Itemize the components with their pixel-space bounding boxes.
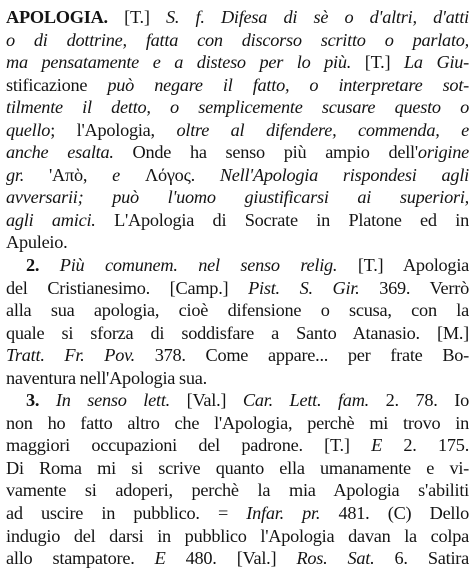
text-line — [6, 186, 469, 209]
text-segment: gr. — [6, 164, 25, 185]
text-segment: allo stampatore. — [6, 548, 155, 569]
text-segment: Tratt. Fr. Pov. — [6, 345, 135, 366]
text-line — [6, 457, 469, 480]
text-line — [6, 254, 469, 277]
text-line — [6, 51, 469, 74]
text-line — [6, 74, 469, 97]
text-segment: Ros. Sat. — [296, 548, 375, 569]
headword: APOLOGIA. — [6, 7, 108, 27]
text-segment: agli amici. — [6, 209, 96, 230]
text-segment: e — [112, 164, 121, 185]
text-segment: non ho fatto altro che l'Apologia, perchè mi trovo in — [6, 412, 469, 433]
text-segment: In senso lett. — [55, 390, 170, 411]
text-line — [6, 209, 469, 232]
text-line — [6, 367, 469, 390]
text-segment: Infar. pr. — [246, 503, 321, 524]
text-segment: Λόγος. — [120, 164, 220, 185]
text-segment: vamente si adoperi, perchè la mia Apologia s'abiliti — [6, 480, 469, 501]
text-segment: 378. Come appare... per frate Bo- — [134, 345, 469, 366]
text-segment: 2. 78. Io — [368, 390, 469, 411]
text-segment: oltre al difendere, commenda, e — [176, 119, 469, 140]
text-segment: Onde ha senso più ampio dell' — [113, 142, 418, 163]
text-line — [6, 96, 469, 119]
text-segment: Pist. S. Gir. — [248, 277, 360, 298]
text-segment: maggiori occupazioni del padrone. [T.] — [6, 435, 372, 456]
text-segment: anche esalta. — [6, 142, 114, 163]
text-line — [6, 141, 469, 164]
text-line — [6, 525, 469, 548]
text-segment: stificazione — [6, 74, 108, 95]
text-segment: o di dottrine, fatta con discorso scritto o parlato, — [6, 29, 469, 50]
text-segment: 2. 175. — [382, 435, 469, 456]
text-segment: 'Απὸ, — [24, 164, 113, 185]
text-line — [6, 502, 469, 525]
text-segment: ; l'Apologia, — [50, 119, 177, 140]
text-segment: naventura nell'Apologia sua. — [6, 367, 207, 388]
text-line — [6, 479, 469, 502]
text-segment: [T.] Apologia — [337, 255, 469, 276]
text-segment: E — [371, 435, 383, 456]
dictionary-entry-apologia — [6, 6, 469, 570]
text-line — [6, 412, 469, 435]
text-segment: [T.] — [107, 7, 166, 27]
text-line — [6, 6, 469, 29]
text-line — [6, 277, 469, 300]
text-line — [6, 29, 469, 52]
text-segment: del Cristianesimo. [Camp.] — [6, 277, 249, 298]
text-segment: E — [154, 548, 166, 569]
text-segment: indugio del darsi in pubblico l'Apologia davan la colpa — [6, 525, 469, 546]
text-segment: può negare il fatto, o interpretare sot- — [107, 74, 469, 95]
text-segment: Car. Lett. fam. — [242, 390, 369, 411]
text-segment: 2. — [26, 255, 60, 276]
text-line — [6, 299, 469, 322]
text-segment: 369. Verrò — [359, 277, 469, 298]
text-segment: Nell'Apologia rispondesi agli — [219, 164, 469, 185]
text-segment: Di Roma mi si scrive quanto ella umanamente e vi- — [6, 457, 469, 478]
text-line — [6, 344, 469, 367]
text-segment: ad uscire in pubblico. = — [6, 503, 247, 524]
text-line — [6, 547, 469, 570]
text-segment: 6. Satira — [374, 548, 469, 569]
text-segment: alla sua apologia, cioè difensione o scusa, con la — [6, 300, 469, 321]
text-segment: avversarii; può l'uomo giustificarsi ai superiori, — [6, 187, 469, 208]
text-segment: ma pensatamente e a disteso per lo più. — [6, 52, 352, 73]
text-segment: 3. — [26, 390, 56, 411]
text-segment: origine — [417, 142, 469, 163]
text-line — [6, 119, 469, 142]
text-segment: 481. (C) Dello — [320, 503, 469, 524]
text-segment: tilmente il detto, o semplicemente scusare questo o — [6, 97, 469, 118]
text-line — [6, 322, 469, 345]
text-segment: quello — [6, 119, 51, 140]
text-segment: [T.] — [351, 52, 405, 73]
text-segment: Più comunem. nel senso relig. — [59, 255, 338, 276]
text-segment: Apuleio. — [6, 232, 68, 253]
text-line — [6, 434, 469, 457]
text-line — [6, 231, 469, 254]
text-segment: quale si sforza di soddisfare a Santo Atanasio. [M.] — [6, 322, 469, 343]
text-segment: S. f. Difesa di sè o d'altri, d'atti — [166, 7, 469, 27]
text-segment: [Val.] — [169, 390, 243, 411]
text-line — [6, 164, 469, 187]
text-segment: 480. [Val.] — [165, 548, 297, 569]
text-segment: La Giu- — [404, 52, 469, 73]
text-line — [6, 389, 469, 412]
text-segment: L'Apologia di Socrate in Platone ed in — [95, 209, 469, 230]
